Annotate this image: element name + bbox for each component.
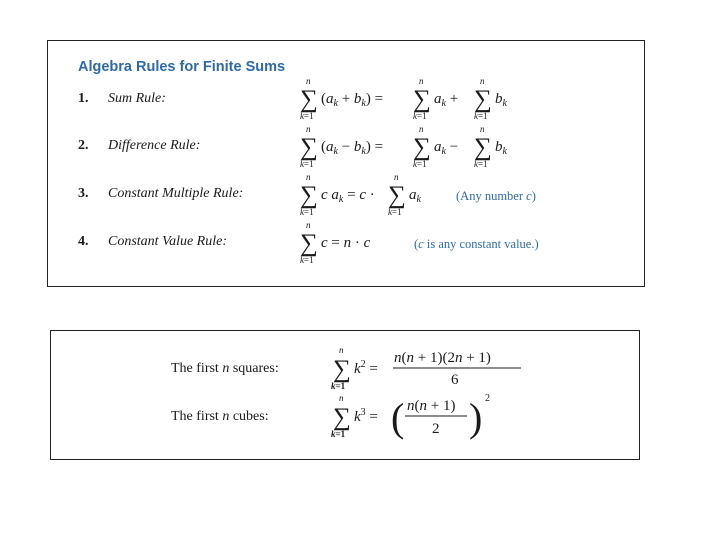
rule-4-note: (c is any constant value.) bbox=[414, 237, 539, 251]
svg-text:c ak = c ·: c $a_k = c$ · bbox=[321, 187, 375, 205]
svg-text:n: n bbox=[339, 345, 344, 355]
svg-text:k=1: k=1 bbox=[388, 207, 402, 217]
svg-text:k=1: k=1 bbox=[300, 111, 314, 121]
svg-text:k=1: k=1 bbox=[331, 381, 346, 391]
rule-4-name: Constant Value Rule: bbox=[108, 234, 227, 249]
rule-3-formula bbox=[298, 172, 448, 219]
rule-1-formula bbox=[298, 76, 528, 123]
rules-title: Algebra Rules for Finite Sums bbox=[78, 59, 286, 75]
rule-2-formula bbox=[298, 124, 528, 171]
svg-text:6: 6 bbox=[451, 372, 459, 388]
svg-text:∑: ∑ bbox=[300, 86, 318, 113]
power-sum-formulas-box bbox=[50, 330, 640, 460]
svg-text:∑: ∑ bbox=[388, 182, 406, 209]
svg-text:∑: ∑ bbox=[300, 182, 318, 209]
svg-text:(ak + bk) =: $(a_k + b_k)$ = bbox=[321, 91, 384, 109]
svg-text:bk: $b_k$ bbox=[495, 91, 507, 109]
svg-text:∑: ∑ bbox=[474, 134, 492, 161]
rule-3-note: (Any number c) bbox=[456, 189, 536, 203]
svg-text:k=1: k=1 bbox=[331, 429, 346, 439]
rule-3-number: 3. bbox=[78, 186, 89, 201]
svg-text:∑: ∑ bbox=[333, 356, 351, 383]
svg-text:k=1: k=1 bbox=[413, 159, 427, 169]
svg-text:n: n bbox=[339, 393, 344, 403]
svg-text:∑: ∑ bbox=[413, 86, 431, 113]
svg-text:∑: ∑ bbox=[300, 134, 318, 161]
finite-sum-rules-box bbox=[47, 40, 645, 287]
rule-1-name: Sum Rule: bbox=[108, 91, 166, 106]
squares-label: The first n squares: bbox=[171, 361, 279, 376]
svg-text:2: 2 bbox=[432, 421, 440, 437]
rule-4-number: 4. bbox=[78, 234, 89, 249]
svg-text:n: n bbox=[306, 124, 311, 134]
svg-text:k=1: k=1 bbox=[474, 159, 488, 169]
rule-1-number: 1. bbox=[78, 91, 89, 106]
rule-4-formula bbox=[298, 220, 408, 267]
svg-text:ak −: $a_k$ − bbox=[434, 139, 459, 157]
svg-text:∑: ∑ bbox=[474, 86, 492, 113]
svg-text:k=1: k=1 bbox=[413, 111, 427, 121]
svg-text:(ak − bk) =: $(a_k - b_k)$ = bbox=[321, 139, 384, 157]
svg-text:n: n bbox=[419, 124, 424, 134]
svg-text:k=1: k=1 bbox=[474, 111, 488, 121]
svg-text:k=1: k=1 bbox=[300, 207, 314, 217]
rule-3-name: Constant Multiple Rule: bbox=[108, 186, 244, 201]
svg-text:n: n bbox=[419, 76, 424, 86]
svg-text:k=1: k=1 bbox=[300, 255, 314, 265]
rule-2-name: Difference Rule: bbox=[108, 138, 201, 153]
svg-text:∑: ∑ bbox=[333, 404, 351, 431]
cubes-label: The first n cubes: bbox=[171, 409, 269, 424]
svg-text:n: n bbox=[306, 172, 311, 182]
rule-2-number: 2. bbox=[78, 138, 89, 153]
svg-text:k2 =: $k^2$ = bbox=[354, 359, 378, 377]
svg-text:ak +: $a_k$ + bbox=[434, 91, 459, 109]
svg-text:n: n bbox=[306, 76, 311, 86]
svg-text:n: n bbox=[306, 220, 311, 230]
cubes-formula bbox=[331, 395, 501, 445]
svg-text:n(n + 1): n(n + 1) bbox=[407, 398, 456, 414]
svg-text:∑: ∑ bbox=[300, 230, 318, 257]
svg-text:n: n bbox=[480, 76, 485, 86]
svg-text:bk: $b_k$ bbox=[495, 139, 507, 157]
svg-text:ak: $a_k$ bbox=[409, 187, 421, 205]
svg-text:c = n · c: c = n · c bbox=[321, 235, 371, 251]
svg-text:n: n bbox=[394, 172, 399, 182]
svg-text:n(n + 1)(2n + 1): n(n + 1)(2n + 1) bbox=[394, 350, 491, 366]
svg-text:k=1: k=1 bbox=[300, 159, 314, 169]
svg-text:∑: ∑ bbox=[413, 134, 431, 161]
svg-text:(: ( bbox=[391, 395, 405, 440]
svg-text:): ) bbox=[469, 395, 483, 440]
svg-text:2: 2 bbox=[485, 393, 490, 404]
svg-text:n: n bbox=[480, 124, 485, 134]
squares-formula bbox=[331, 345, 531, 395]
svg-text:k3 =: $k^3$ = bbox=[354, 407, 378, 425]
